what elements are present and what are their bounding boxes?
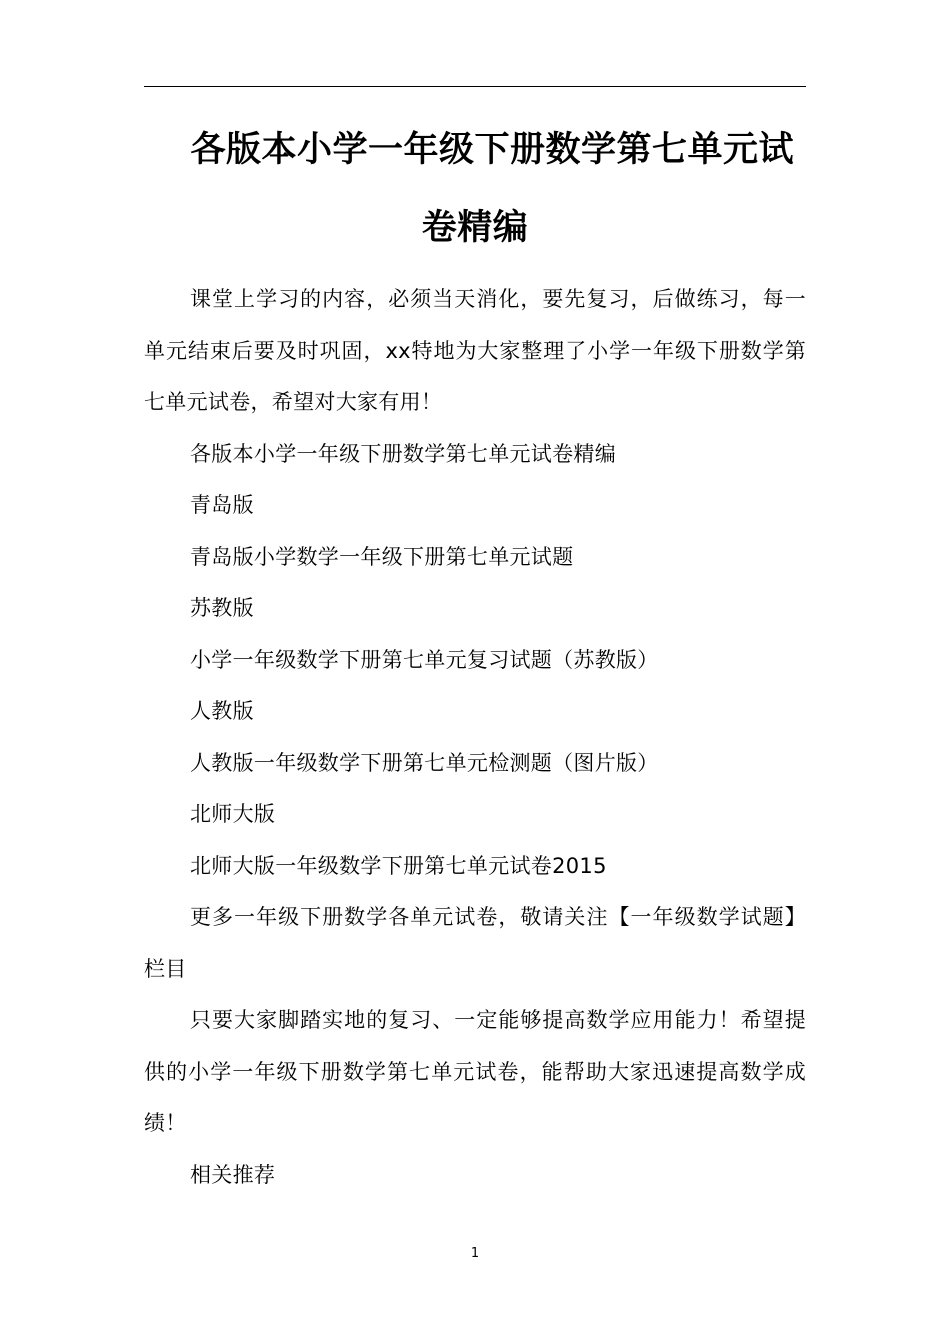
edition-link-renjiao: 人教版一年级数学下册第七单元检测题（图片版） xyxy=(190,750,659,775)
collection-title: 各版本小学一年级下册数学第七单元试卷精编 xyxy=(190,441,616,466)
header-rule xyxy=(144,86,806,87)
edition-link-sujiao: 小学一年级数学下册第七单元复习试题（苏教版） xyxy=(190,647,659,672)
edition-link-qingdao: 青岛版小学数学一年级下册第七单元试题 xyxy=(190,544,574,569)
related-recommendations-heading: 相关推荐 xyxy=(190,1162,276,1187)
more-info-paragraph: 更多一年级下册数学各单元试卷，敬请关注【一年级数学试题】栏目 xyxy=(144,905,806,981)
document-body xyxy=(144,274,806,1201)
document-title-line-1: 各版本小学一年级下册数学第七单元试 xyxy=(190,130,794,170)
edition-heading-beishida: 北师大版 xyxy=(190,802,276,826)
edition-heading-renjiao: 人教版 xyxy=(190,699,254,723)
document-title-line-2: 卷精编 xyxy=(421,208,529,248)
edition-heading-sujiao: 苏教版 xyxy=(190,596,254,620)
edition-link-beishida: 北师大版一年级数学下册第七单元试卷2015 xyxy=(190,853,607,878)
edition-heading-qingdao: 青岛版 xyxy=(190,493,254,517)
intro-paragraph: 课堂上学习的内容，必须当天消化，要先复习，后做练习，每一单元结束后要及时巩固，xx特地为大家整理了小学一年级下册数学第七单元试卷，希望对大家有用！ xyxy=(144,287,806,414)
page-number: 1 xyxy=(470,1246,480,1261)
closing-paragraph: 只要大家脚踏实地的复习、一定能够提高数学应用能力！希望提供的小学一年级下册数学第七单元试卷，能帮助大家迅速提高数学成绩！ xyxy=(144,1008,806,1135)
